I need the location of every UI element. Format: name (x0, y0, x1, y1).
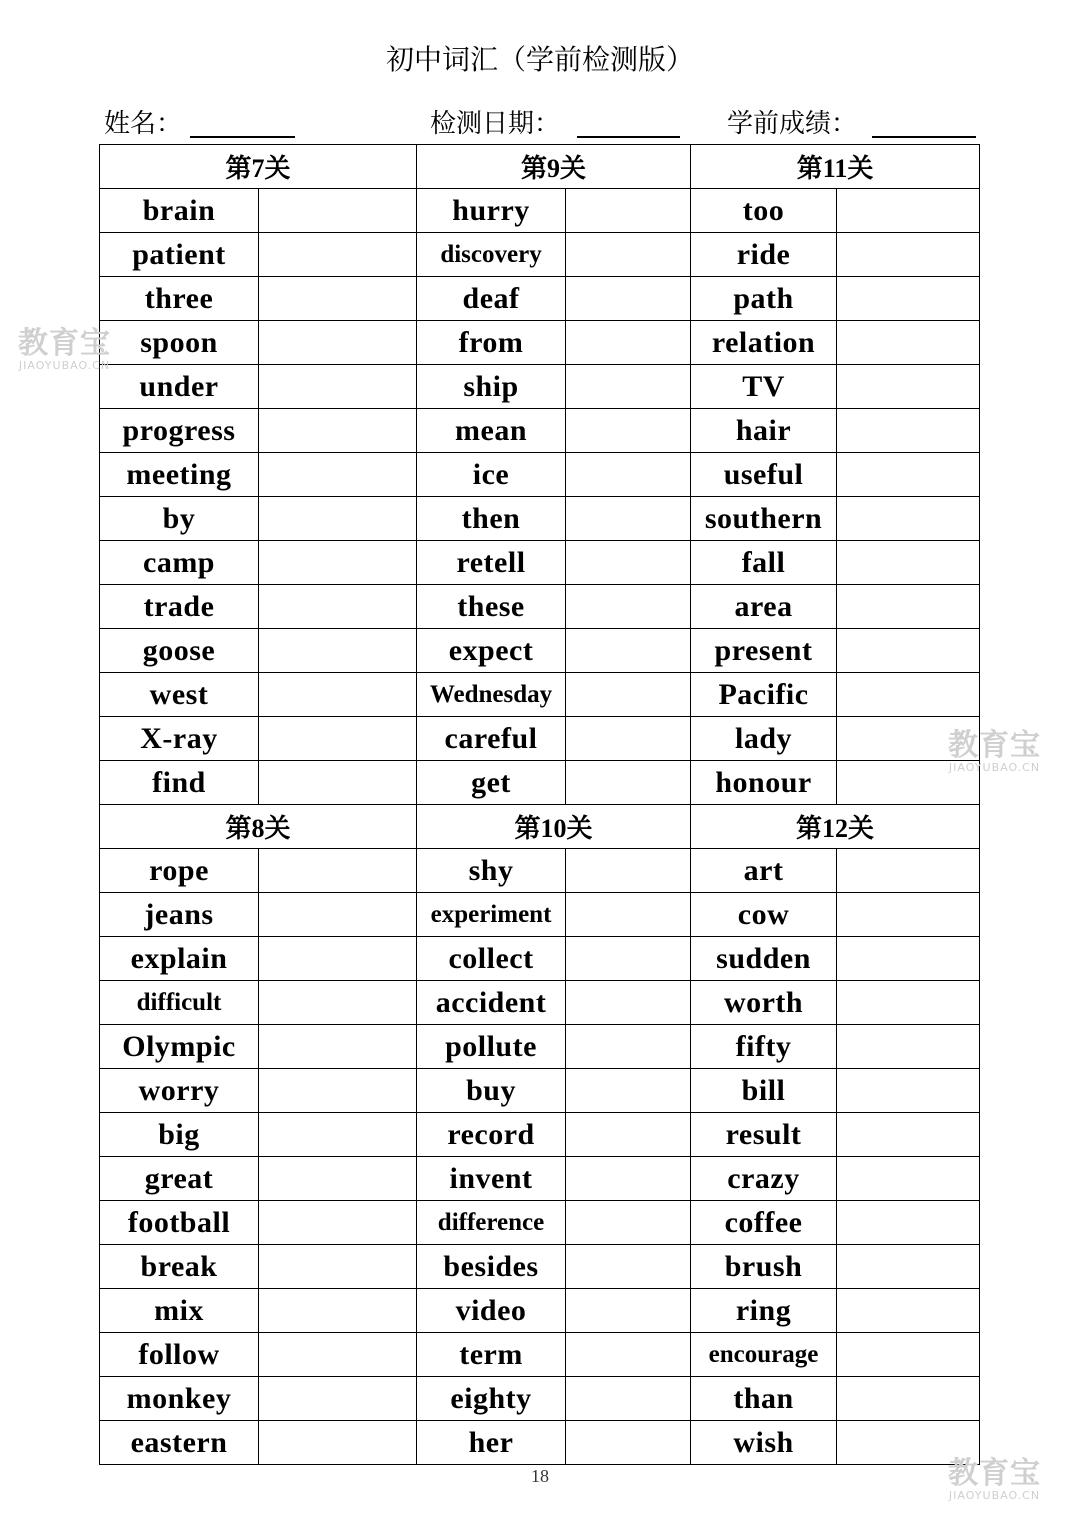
level-heading: 第12关 (691, 805, 980, 849)
answer-cell[interactable] (837, 981, 980, 1025)
vocab-word: brain (100, 189, 259, 233)
word-row (100, 761, 980, 805)
word-row (100, 1245, 980, 1289)
answer-cell[interactable] (837, 1069, 980, 1113)
vocab-word: difficult (100, 981, 259, 1025)
vocab-word: buy (417, 1069, 566, 1113)
score-blank[interactable] (872, 136, 976, 138)
answer-cell[interactable] (837, 893, 980, 937)
answer-cell[interactable] (566, 189, 691, 233)
vocab-word: experiment (417, 893, 566, 937)
word-row (100, 1333, 980, 1377)
vocab-word: great (100, 1157, 259, 1201)
answer-cell[interactable] (837, 365, 980, 409)
vocab-word: honour (691, 761, 837, 805)
answer-cell[interactable] (837, 629, 980, 673)
page-number: 18 (531, 1466, 549, 1486)
answer-cell[interactable] (566, 849, 691, 893)
word-row (100, 849, 980, 893)
vocab-word: than (691, 1377, 837, 1421)
answer-cell[interactable] (259, 1289, 417, 1333)
answer-cell[interactable] (566, 1025, 691, 1069)
vocab-word: TV (691, 365, 837, 409)
name-label: 姓名： (104, 109, 183, 139)
answer-cell[interactable] (566, 717, 691, 761)
answer-cell[interactable] (566, 1113, 691, 1157)
word-row (100, 233, 980, 277)
answer-cell[interactable] (837, 277, 980, 321)
word-row (100, 1201, 980, 1245)
answer-cell[interactable] (566, 1289, 691, 1333)
answer-cell[interactable] (566, 1245, 691, 1289)
word-row (100, 497, 980, 541)
vocabulary-table (99, 144, 980, 1465)
answer-cell[interactable] (837, 585, 980, 629)
vocab-word: X-ray (100, 717, 259, 761)
answer-cell[interactable] (566, 761, 691, 805)
vocab-word: relation (691, 321, 837, 365)
word-row (100, 1069, 980, 1113)
level-header-row (100, 805, 980, 849)
word-row (100, 629, 980, 673)
answer-cell[interactable] (259, 1069, 417, 1113)
word-row (100, 1377, 980, 1421)
vocab-word: useful (691, 453, 837, 497)
vocab-word: explain (100, 937, 259, 981)
answer-cell[interactable] (837, 189, 980, 233)
answer-cell[interactable] (837, 233, 980, 277)
answer-cell[interactable] (837, 1113, 980, 1157)
vocab-word: video (417, 1289, 566, 1333)
vocab-word: Wednesday (417, 673, 566, 717)
answer-cell[interactable] (259, 1333, 417, 1377)
vocab-word: cow (691, 893, 837, 937)
vocab-word: sudden (691, 937, 837, 981)
word-row (100, 541, 980, 585)
answer-cell[interactable] (837, 497, 980, 541)
vocab-word: meeting (100, 453, 259, 497)
answer-cell[interactable] (837, 673, 980, 717)
answer-cell[interactable] (566, 321, 691, 365)
answer-cell[interactable] (837, 453, 980, 497)
vocab-word: path (691, 277, 837, 321)
vocab-word: follow (100, 1333, 259, 1377)
vocab-word: patient (100, 233, 259, 277)
answer-cell[interactable] (566, 629, 691, 673)
vocab-word: big (100, 1113, 259, 1157)
vocab-word: Pacific (691, 673, 837, 717)
vocab-word: eighty (417, 1377, 566, 1421)
answer-cell[interactable] (837, 541, 980, 585)
answer-cell[interactable] (259, 1377, 417, 1421)
vocab-word: her (417, 1421, 566, 1465)
vocab-word: shy (417, 849, 566, 893)
word-row (100, 321, 980, 365)
answer-cell[interactable] (259, 189, 417, 233)
answer-cell[interactable] (259, 497, 417, 541)
vocab-word: spoon (100, 321, 259, 365)
vocab-word: Olympic (100, 1025, 259, 1069)
answer-cell[interactable] (837, 1157, 980, 1201)
answer-cell[interactable] (566, 1377, 691, 1421)
vocab-word: three (100, 277, 259, 321)
word-row (100, 189, 980, 233)
word-row (100, 937, 980, 981)
vocab-word: jeans (100, 893, 259, 937)
page-title: 初中词汇（学前检测版） (385, 43, 694, 76)
vocab-word: collect (417, 937, 566, 981)
answer-cell[interactable] (566, 453, 691, 497)
answer-cell[interactable] (259, 233, 417, 277)
answer-cell[interactable] (837, 937, 980, 981)
vocab-word: too (691, 189, 837, 233)
vocab-word: break (100, 1245, 259, 1289)
answer-cell[interactable] (837, 849, 980, 893)
vocab-word: ring (691, 1289, 837, 1333)
word-row (100, 277, 980, 321)
vocab-word: difference (417, 1201, 566, 1245)
answer-cell[interactable] (566, 365, 691, 409)
answer-cell[interactable] (259, 937, 417, 981)
vocab-word: term (417, 1333, 566, 1377)
vocab-word: discovery (417, 233, 566, 277)
answer-cell[interactable] (259, 585, 417, 629)
vocab-word: ship (417, 365, 566, 409)
vocab-word: eastern (100, 1421, 259, 1465)
vocab-word: worth (691, 981, 837, 1025)
answer-cell[interactable] (837, 1201, 980, 1245)
word-row (100, 717, 980, 761)
vocab-word: fall (691, 541, 837, 585)
answer-cell[interactable] (259, 1025, 417, 1069)
vocab-word: fifty (691, 1025, 837, 1069)
vocab-word: hurry (417, 189, 566, 233)
vocab-word: lady (691, 717, 837, 761)
answer-cell[interactable] (259, 849, 417, 893)
date-label: 检测日期： (430, 109, 561, 139)
vocab-word: crazy (691, 1157, 837, 1201)
level-heading: 第7关 (100, 145, 417, 189)
answer-cell[interactable] (259, 981, 417, 1025)
vocab-word: by (100, 497, 259, 541)
vocab-word: football (100, 1201, 259, 1245)
score-label: 学前成绩： (727, 109, 858, 139)
answer-cell[interactable] (566, 1157, 691, 1201)
answer-cell[interactable] (259, 277, 417, 321)
vocab-word: rope (100, 849, 259, 893)
vocab-word: from (417, 321, 566, 365)
watermark-logo: 教育宝 JIAOYUBAO.CN (948, 1456, 1041, 1502)
answer-cell[interactable] (566, 541, 691, 585)
level-heading: 第8关 (100, 805, 417, 849)
date-blank[interactable] (577, 136, 680, 138)
answer-cell[interactable] (566, 1421, 691, 1465)
watermark-logo: 教育宝 JIAOYUBAO.CN (18, 326, 111, 372)
answer-cell[interactable] (566, 1333, 691, 1377)
vocab-word: expect (417, 629, 566, 673)
vocab-word: mix (100, 1289, 259, 1333)
vocab-word: bill (691, 1069, 837, 1113)
answer-cell[interactable] (259, 717, 417, 761)
vocab-word: mean (417, 409, 566, 453)
answer-cell[interactable] (837, 321, 980, 365)
vocab-word: encourage (691, 1333, 837, 1377)
vocab-word: progress (100, 409, 259, 453)
answer-cell[interactable] (259, 673, 417, 717)
vocab-word: besides (417, 1245, 566, 1289)
word-row (100, 365, 980, 409)
vocab-word: ice (417, 453, 566, 497)
answer-cell[interactable] (259, 1157, 417, 1201)
word-row (100, 1025, 980, 1069)
answer-cell[interactable] (259, 629, 417, 673)
vocab-word: coffee (691, 1201, 837, 1245)
level-heading: 第9关 (417, 145, 691, 189)
vocab-word: invent (417, 1157, 566, 1201)
vocab-word: west (100, 673, 259, 717)
answer-cell[interactable] (259, 1245, 417, 1289)
answer-cell[interactable] (566, 981, 691, 1025)
answer-cell[interactable] (566, 1069, 691, 1113)
answer-cell[interactable] (566, 893, 691, 937)
answer-cell[interactable] (259, 409, 417, 453)
watermark-logo: 教育宝 JIAOYUBAO.CN (948, 728, 1041, 774)
vocab-word: these (417, 585, 566, 629)
vocab-word: record (417, 1113, 566, 1157)
vocab-word: find (100, 761, 259, 805)
vocab-word: camp (100, 541, 259, 585)
vocab-word: trade (100, 585, 259, 629)
word-row (100, 453, 980, 497)
level-heading: 第10关 (417, 805, 691, 849)
vocab-word: under (100, 365, 259, 409)
vocab-word: present (691, 629, 837, 673)
word-row (100, 893, 980, 937)
answer-cell[interactable] (566, 497, 691, 541)
answer-cell[interactable] (566, 409, 691, 453)
vocab-word: ride (691, 233, 837, 277)
vocab-word: art (691, 849, 837, 893)
vocab-word: wish (691, 1421, 837, 1465)
vocab-word: hair (691, 409, 837, 453)
answer-cell[interactable] (259, 1201, 417, 1245)
answer-cell[interactable] (566, 1201, 691, 1245)
answer-cell[interactable] (566, 937, 691, 981)
answer-cell[interactable] (837, 1025, 980, 1069)
answer-cell[interactable] (566, 277, 691, 321)
word-row (100, 1157, 980, 1201)
answer-cell[interactable] (566, 233, 691, 277)
word-row (100, 981, 980, 1025)
name-blank[interactable] (190, 136, 295, 138)
answer-cell[interactable] (259, 453, 417, 497)
level-heading: 第11关 (691, 145, 980, 189)
vocab-word: pollute (417, 1025, 566, 1069)
answer-cell[interactable] (837, 1377, 980, 1421)
answer-cell[interactable] (566, 673, 691, 717)
vocab-word: retell (417, 541, 566, 585)
vocab-word: goose (100, 629, 259, 673)
answer-cell[interactable] (837, 1289, 980, 1333)
answer-cell[interactable] (837, 1245, 980, 1289)
answer-cell[interactable] (259, 321, 417, 365)
answer-cell[interactable] (259, 1113, 417, 1157)
word-row (100, 673, 980, 717)
answer-cell[interactable] (259, 893, 417, 937)
answer-cell[interactable] (259, 761, 417, 805)
answer-cell[interactable] (837, 409, 980, 453)
vocab-word: deaf (417, 277, 566, 321)
vocab-word: brush (691, 1245, 837, 1289)
word-row (100, 1113, 980, 1157)
word-row (100, 1421, 980, 1465)
answer-cell[interactable] (259, 541, 417, 585)
answer-cell[interactable] (259, 1421, 417, 1465)
vocab-word: get (417, 761, 566, 805)
answer-cell[interactable] (566, 585, 691, 629)
answer-cell[interactable] (837, 1333, 980, 1377)
vocab-word: accident (417, 981, 566, 1025)
word-row (100, 1289, 980, 1333)
vocab-word: careful (417, 717, 566, 761)
level-header-row (100, 145, 980, 189)
vocab-word: then (417, 497, 566, 541)
vocab-word: area (691, 585, 837, 629)
answer-cell[interactable] (259, 365, 417, 409)
vocab-word: southern (691, 497, 837, 541)
word-row (100, 409, 980, 453)
word-row (100, 585, 980, 629)
vocab-word: worry (100, 1069, 259, 1113)
vocab-word: result (691, 1113, 837, 1157)
vocab-word: monkey (100, 1377, 259, 1421)
